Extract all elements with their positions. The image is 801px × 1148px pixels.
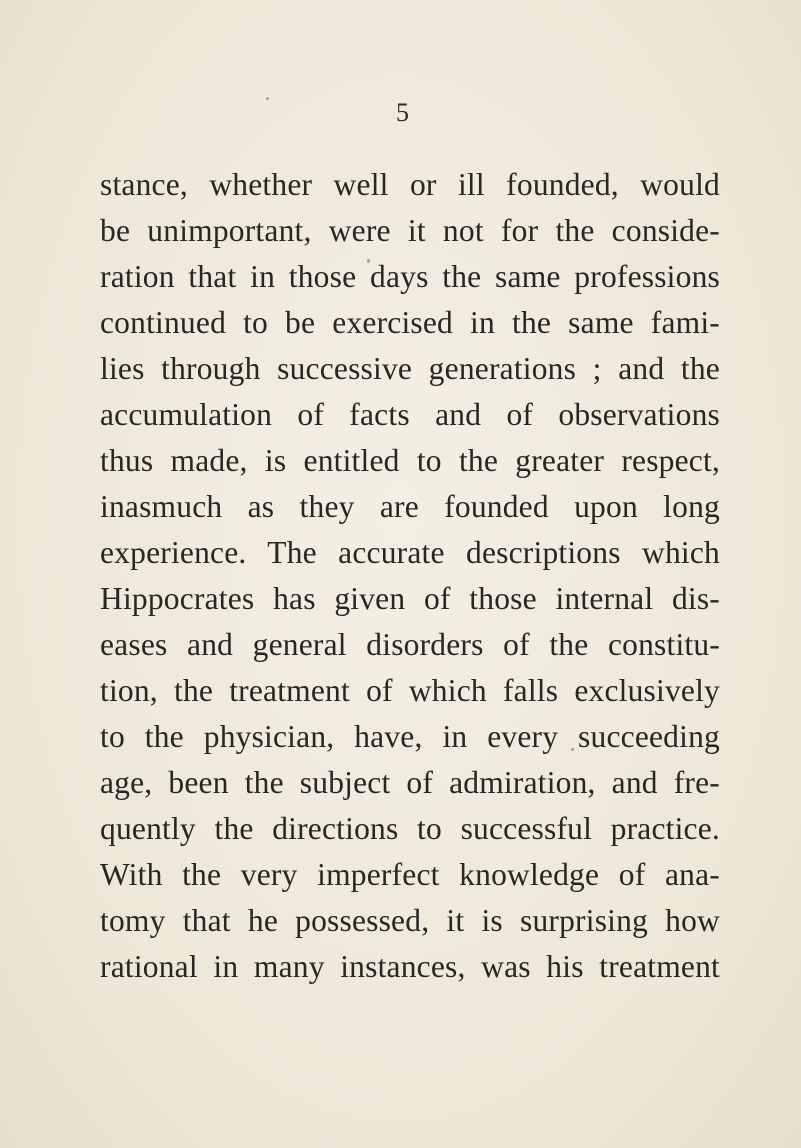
text-line: quently the directions to successful practice. [100, 811, 720, 846]
paper-speck [266, 97, 269, 100]
text-line: age, been the subject of admiration, and fre- [100, 765, 720, 800]
text-line: continued to be exercised in the same fami- [100, 305, 720, 340]
text-line: eases and general disorders of the constitu- [100, 627, 720, 662]
text-line: lies through successive generations ; and the [100, 351, 720, 386]
page-number: 5 [396, 98, 409, 127]
text-line: tomy that he possessed, it is surprising how [100, 903, 720, 938]
text-line: rational in many instances, was his treatment [100, 949, 720, 984]
text-line: accumulation of facts and of observations [100, 397, 720, 432]
text-line: inasmuch as they are founded upon long [100, 489, 720, 524]
text-line: Hippocrates has given of those internal dis- [100, 581, 720, 616]
text-line: stance, whether well or ill founded, would [100, 167, 720, 202]
text-line: tion, the treatment of which falls exclusively [100, 673, 720, 708]
body-text [100, 162, 720, 990]
text-line: to the physician, have, in every succeeding [100, 719, 720, 754]
text-line: ration that in those days the same professions [100, 259, 720, 294]
text-line: be unimportant, were it not for the conside- [100, 213, 720, 248]
text-line: experience. The accurate descriptions which [100, 535, 720, 570]
text-line: thus made, is entitled to the greater respect, [100, 443, 720, 478]
text-line: With the very imperfect knowledge of ana- [100, 857, 720, 892]
